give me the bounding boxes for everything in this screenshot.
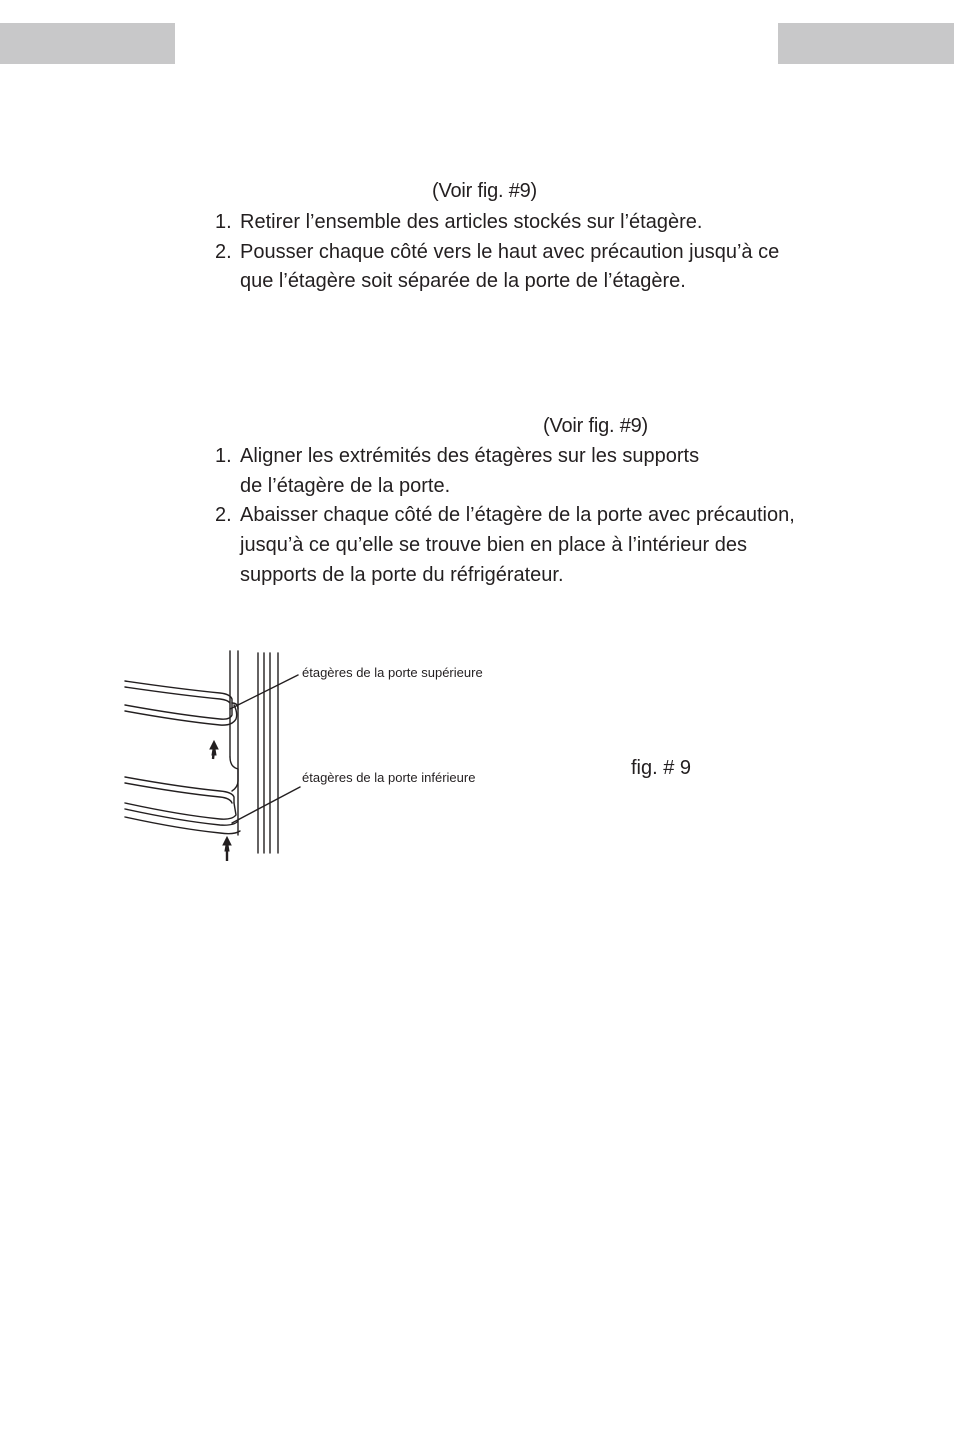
figure-caption: fig. # 9 — [631, 757, 692, 779]
step-number: 1. — [215, 211, 232, 233]
step-text: Retirer l’ensemble des articles stockés sur l’étagère. — [240, 211, 703, 233]
arrow-shaft-upper — [213, 749, 214, 759]
upper-shelf-top-edge-inner — [125, 687, 230, 703]
step-number: 2. — [215, 241, 232, 263]
header-tab-left — [0, 23, 175, 64]
leader-line-lower — [232, 787, 300, 823]
lower-shelf-top-edge — [125, 777, 234, 803]
upper-shelf-front — [125, 703, 232, 719]
step-text: que l’étagère soit séparée de la porte de l’étagère. — [240, 270, 686, 292]
liner-step — [230, 757, 238, 791]
upper-shelf-top-edge — [125, 681, 232, 703]
door-shelf-diagram — [120, 645, 540, 865]
step-text: jusqu’à ce qu’elle se trouve bien en place à l’intérieur des — [240, 534, 747, 556]
step-number: 2. — [215, 504, 232, 526]
label-lower-door-shelves: étagères de la porte inférieure — [302, 770, 476, 785]
step-text: de l’étagère de la porte. — [240, 475, 451, 497]
lower-shelf-lip — [125, 809, 238, 825]
step-text: Abaisser chaque côté de l’étagère de la porte avec précaution, — [240, 504, 795, 526]
step-text: Pousser chaque côté vers le haut avec précaution jusqu’à ce — [240, 241, 780, 263]
label-upper-door-shelves: étagères de la porte supérieure — [302, 665, 483, 680]
step-text: supports de la porte du réfrigérateur. — [240, 564, 564, 586]
lower-shelf-front — [125, 803, 236, 819]
step-text: Aligner les extrémités des étagères sur les supports — [240, 445, 700, 467]
section1-figure-reference: (Voir fig. #9) — [432, 180, 538, 202]
section2-figure-reference: (Voir fig. #9) — [543, 415, 649, 437]
step-number: 1. — [215, 445, 232, 467]
header-tab-right — [778, 23, 954, 64]
